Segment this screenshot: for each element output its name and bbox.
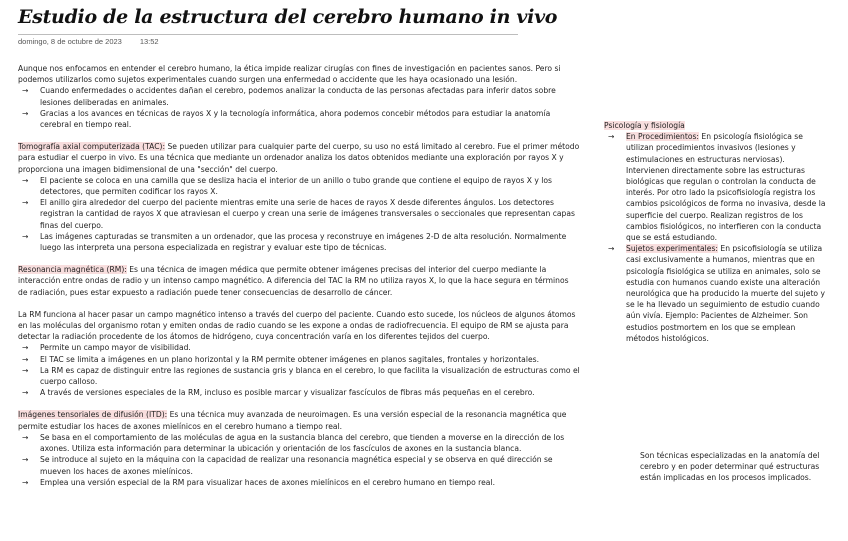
itd-list: [18, 432, 580, 488]
list-item: → Gracias a los avances en técnicas de rayos X y la tecnología informática, ahora podemos concebir métodos para estudiar la anatomía cerebral en tiempo real.: [22, 108, 551, 130]
list-item: → El anillo gira alrededor del cuerpo del paciente mientras emite una serie de haces de rayos X desde diferentes ángulos. Los detectores registran la cantidad de rayos X que atraviesan el cuerpo y crean una serie de imágenes transversales o seccionales que representan capas finas del cuerpo.: [22, 198, 575, 230]
arrow-icon: →: [22, 455, 29, 465]
arrow-icon: →: [22, 108, 29, 118]
arrow-icon: →: [608, 244, 615, 254]
itd-paragraph: Imágenes tensoriales de difusión (ITD): Es una técnica muy avanzada de neuroimagen. Es una versión especial de la resonancia magnética que permite estudiar los haces de axones mielínicos en el cerebro humano a tiempo real.: [18, 410, 567, 431]
tac-list: [18, 175, 580, 253]
arrow-icon: →: [22, 365, 29, 375]
arrow-icon: →: [22, 86, 29, 96]
side-heading: Psicología y fisiología: [604, 121, 685, 130]
note-container[interactable]: [640, 450, 820, 484]
page-meta: [18, 37, 159, 46]
main-note-container[interactable]: [18, 63, 580, 488]
list-item: → El TAC se limita a imágenes en un plano horizontal y la RM permite obtener imágenes en planos sagitales, frontales y horizontales.: [22, 354, 539, 364]
note-text: Son técnicas especializadas en la anatomía del cerebro y en poder determinar qué estructuras están implicadas en los procesos implicados.: [640, 451, 820, 483]
list-item: → En Procedimientos: En psicología fisiológica se utilizan procedimientos invasivos (lesiones y estimulaciones en estructuras nerviosas). Intervienen directamente sobre las estructuras biológicas que regulan o controlan la conducta de interés. Por otro lado la psicofisiología registra los cambios psicológicos de forma no invasiva, desde la superficie del cuerpo. Realizan registros de los cambios fisiológicos, no interfieren con la conducta que se está estudiando.: [608, 132, 826, 243]
list-item: → Cuando enfermedades o accidentes dañan el cerebro, podemos analizar la conducta de las personas afectadas para inferir datos sobre lesiones deliberadas en animales.: [22, 86, 556, 107]
list-item: → Sujetos experimentales: En psicofisiología se utiliza casi exclusivamente a humanos, mientras que en psicología fisiológica se utiliza en animales, solo se estudia con humanos cuando existe una alteración neurológica que ha producido la muerte del sujeto y se le ha llevado un seguimiento de estudio cuando aún vivía. Ejemplo: Pacientes de Alzheimer. Son estudios postmortem en los que se emplean métodos histológicos.: [608, 244, 825, 343]
list-item: → Emplea una versión especial de la RM para visualizar haces de axones mielínicos en el cerebro humano en tiempo real.: [22, 477, 495, 487]
side-term: En Procedimientos:: [626, 132, 699, 142]
tac-paragraph: Tomografía axial computerizada (TAC): Se pueden utilizar para cualquier parte del cuerpo, su uso no está limitado al cerebro. Fue el primer método para estudiar el cuerpo in vivo. Es una técnica que mediante un ordenador analiza los datos obtenidos mediante una exploración por rayos X y proporciona una imagen bidimensional de una "sección" del cuerpo.: [18, 142, 580, 174]
rm-list: [18, 342, 580, 398]
side-list: [604, 131, 830, 344]
arrow-icon: →: [22, 477, 29, 487]
list-item: → Permite un campo mayor de visibilidad.: [22, 343, 191, 353]
tac-term: Tomografía axial computerizada (TAC):: [18, 142, 166, 152]
side-note-container[interactable]: [604, 120, 830, 344]
intro-paragraph: Aunque nos enfocamos en entender el cerebro humano, la ética impide realizar cirugías con fines de investigación en pacientes sanos. Pero si podemos utilizarlos como sujetos experimentales cuando surgen una enfermedad o accidente que les haya ocasionado una lesión.: [18, 64, 561, 85]
side-term: Sujetos experimentales:: [626, 244, 718, 254]
arrow-icon: →: [22, 432, 29, 442]
intro-list: [18, 85, 580, 130]
itd-term: Imágenes tensoriales de difusión (ITD):: [18, 410, 168, 420]
list-item: → La RM es capaz de distinguir entre las regiones de sustancia gris y blanca en el cerebro, lo que facilita la visualización de estructuras como el cuerpo calloso.: [22, 365, 580, 387]
rm-paragraph-2: La RM funciona al hacer pasar un campo magnético intenso a través del cuerpo del paciente. Cuando esto sucede, los núcleos de algunos átomos en las moléculas del organismo rotan y emiten ondas de radio cuando se les expone a ondas de radiofrecuencia. El equipo de RM se ajusta para detectar la radiación procedente de los átomos de hidrógeno, cuya concentración varía en los diferentes tejidos del cuerpo.: [18, 309, 576, 342]
arrow-icon: →: [22, 175, 29, 185]
page-time: 13:52: [139, 37, 159, 46]
arrow-icon: →: [22, 354, 29, 364]
list-item: → El paciente se coloca en una camilla que se desliza hacia el interior de un anillo o tubo grande que contiene el equipo de rayos X y los detectores, que permiten codificar los rayos X.: [22, 175, 552, 197]
list-item: → A través de versiones especiales de la RM, incluso es posible marcar y visualizar fascículos de fibras más pequeñas en el cerebro.: [22, 388, 535, 398]
list-item: → Se basa en el comportamiento de las moléculas de agua en la sustancia blanca del cerebro, que tienden a moverse en la dirección de los axones. Utiliza esta información para determinar la ubicación y orientación de los fascículos de axones en la sustancia blanca.: [22, 432, 565, 454]
page-date: domingo, 8 de octubre de 2023: [18, 37, 122, 46]
list-item: → Se introduce al sujeto en la máquina con la capacidad de realizar una resonancia magnética especial y se observa en qué dirección se mueven los haces de axones mielínicos.: [22, 455, 553, 476]
rm-paragraph: Resonancia magnética (RM): Es una técnica de imagen médica que permite obtener imágenes precisas del interior del cuerpo mediante la interacción entre ondas de radio y un intenso campo magnético. A diferencia del TAC la RM no utiliza rayos X, lo que la hace segura en términos de radiación, pues estar expuesto a radiación puede tener consecuencias de desarrollo de cáncer.: [18, 265, 569, 297]
page-title: Estudio de la estructura del cerebro humano in vivo: [18, 6, 558, 28]
arrow-icon: →: [22, 231, 29, 241]
arrow-icon: →: [22, 343, 29, 353]
arrow-icon: →: [608, 132, 615, 142]
title-divider: [18, 34, 518, 35]
arrow-icon: →: [22, 388, 29, 398]
arrow-icon: →: [22, 198, 29, 208]
list-item: → Las imágenes capturadas se transmiten a un ordenador, que las procesa y reconstruye en imágenes 2-D de alta resolución. Normalmente luego las interpreta una persona especializada en registrar y evaluar este tipo de técnicas.: [22, 231, 567, 253]
rm-term: Resonancia magnética (RM):: [18, 265, 127, 275]
